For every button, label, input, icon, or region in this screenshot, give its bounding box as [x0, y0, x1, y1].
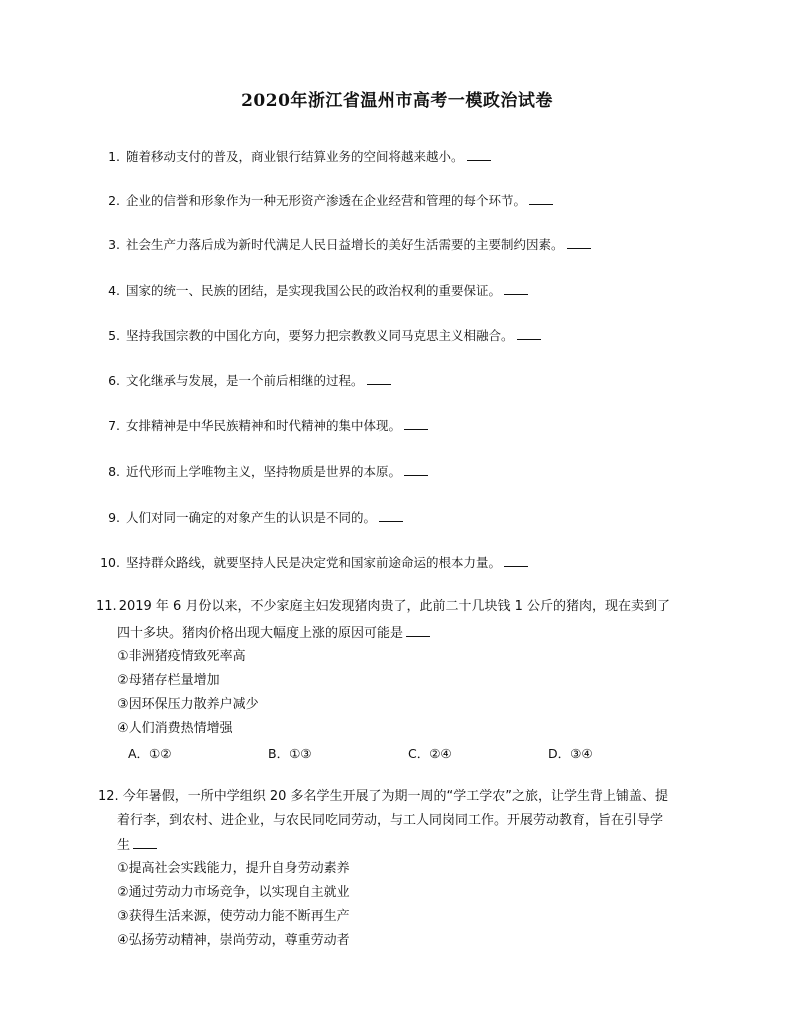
- answer-blank[interactable]: [504, 554, 528, 567]
- answer-blank[interactable]: [467, 148, 491, 161]
- answer-blank[interactable]: [367, 372, 391, 385]
- question-9: [104, 509, 403, 526]
- question-number: 7.: [108, 418, 120, 433]
- option-a[interactable]: A．①②: [128, 746, 172, 761]
- choice-statement-3: ③因环保压力散养户减少: [117, 697, 259, 712]
- question-number: 8.: [108, 464, 120, 479]
- question-7: [104, 417, 428, 434]
- question-12-line-1: [98, 788, 668, 805]
- question-5: [104, 327, 541, 344]
- question-text: 文化继承与发展，是一个前后相继的过程。: [126, 373, 364, 388]
- question-number: 2.: [108, 193, 120, 208]
- question-text: 人们对同一确定的对象产生的认识是不同的。: [126, 510, 377, 525]
- question-number: 10.: [100, 555, 120, 570]
- answer-blank[interactable]: [133, 836, 157, 849]
- question-number: 3.: [108, 237, 120, 252]
- question-text: 近代形而上学唯物主义，坚持物质是世界的本原。: [126, 464, 402, 479]
- question-text: 坚持群众路线，就要坚持人民是决定党和国家前途命运的根本力量。: [126, 555, 502, 570]
- answer-blank[interactable]: [567, 236, 591, 249]
- question-11-line-2: [117, 624, 430, 642]
- question-text: 生: [117, 838, 131, 853]
- question-1: [104, 148, 491, 165]
- option-b[interactable]: B．①③: [268, 746, 312, 761]
- option-d[interactable]: D．③④: [548, 746, 593, 761]
- question-3: [104, 236, 591, 253]
- answer-blank[interactable]: [404, 417, 428, 430]
- question-text: 坚持我国宗教的中国化方向，要努力把宗教教义同马克思主义相融合。: [126, 328, 514, 343]
- question-text: 随着移动支付的普及，商业银行结算业务的空间将越来越小。: [126, 149, 464, 164]
- choice-statement-4: ④人们消费热情增强: [117, 721, 233, 736]
- question-12-line-2: 着行李，到农村、进企业，与农民同吃同劳动，与工人同岗同工作。开展劳动教育，旨在引导学: [117, 813, 664, 828]
- question-11-line-1: [96, 598, 670, 615]
- question-text: 女排精神是中华民族精神和时代精神的集中体现。: [126, 418, 402, 433]
- question-number: 1.: [108, 149, 120, 164]
- choice-statement-4: ④弘扬劳动精神，崇尚劳动，尊重劳动者: [117, 933, 350, 948]
- question-4: [104, 282, 528, 299]
- question-text: 今年暑假，一所中学组织 20 多名学生开展了为期一周的“学工学农”之旅，让学生背上铺盖、提: [122, 789, 668, 804]
- question-text: 2019 年 6 月份以来，不少家庭主妇发现猪肉贵了，此前二十几块钱 1 公斤的猪肉，现在卖到了: [118, 599, 670, 614]
- question-text: 国家的统一、民族的团结，是实现我国公民的政治权利的重要保证。: [126, 283, 502, 298]
- question-8: [104, 463, 428, 480]
- answer-blank[interactable]: [504, 282, 528, 295]
- question-6: [104, 372, 391, 389]
- question-text: 社会生产力落后成为新时代满足人民日益增长的美好生活需要的主要制约因素。: [126, 237, 564, 252]
- page-title: 2020年浙江省温州市高考一模政治试卷: [241, 91, 553, 111]
- question-10: [98, 554, 528, 571]
- question-number: 6.: [108, 373, 120, 388]
- answer-blank[interactable]: [529, 192, 553, 205]
- question-text: 四十多块。猪肉价格出现大幅度上涨的原因可能是: [117, 626, 404, 641]
- question-number: 4.: [108, 283, 120, 298]
- option-c[interactable]: C．②④: [408, 746, 452, 761]
- question-number: 9.: [108, 510, 120, 525]
- question-number: 12.: [98, 789, 119, 804]
- question-2: [104, 192, 553, 209]
- answer-blank[interactable]: [404, 463, 428, 476]
- question-number: 11.: [96, 599, 117, 614]
- answer-blank[interactable]: [517, 327, 541, 340]
- question-text: 企业的信誉和形象作为一种无形资产渗透在企业经营和管理的每个环节。: [126, 193, 527, 208]
- question-12-line-3: [117, 836, 157, 854]
- choice-statement-2: ②通过劳动力市场竞争，以实现自主就业: [117, 885, 350, 900]
- choice-statement-3: ③获得生活来源，使劳动力能不断再生产: [117, 909, 350, 924]
- choice-statement-1: ①非洲猪疫情致死率高: [117, 649, 246, 664]
- question-number: 5.: [108, 328, 120, 343]
- choice-statement-1: ①提高社会实践能力，提升自身劳动素养: [117, 861, 350, 876]
- answer-blank[interactable]: [379, 509, 403, 522]
- choice-statement-2: ②母猪存栏量增加: [117, 673, 220, 688]
- answer-blank[interactable]: [406, 624, 430, 637]
